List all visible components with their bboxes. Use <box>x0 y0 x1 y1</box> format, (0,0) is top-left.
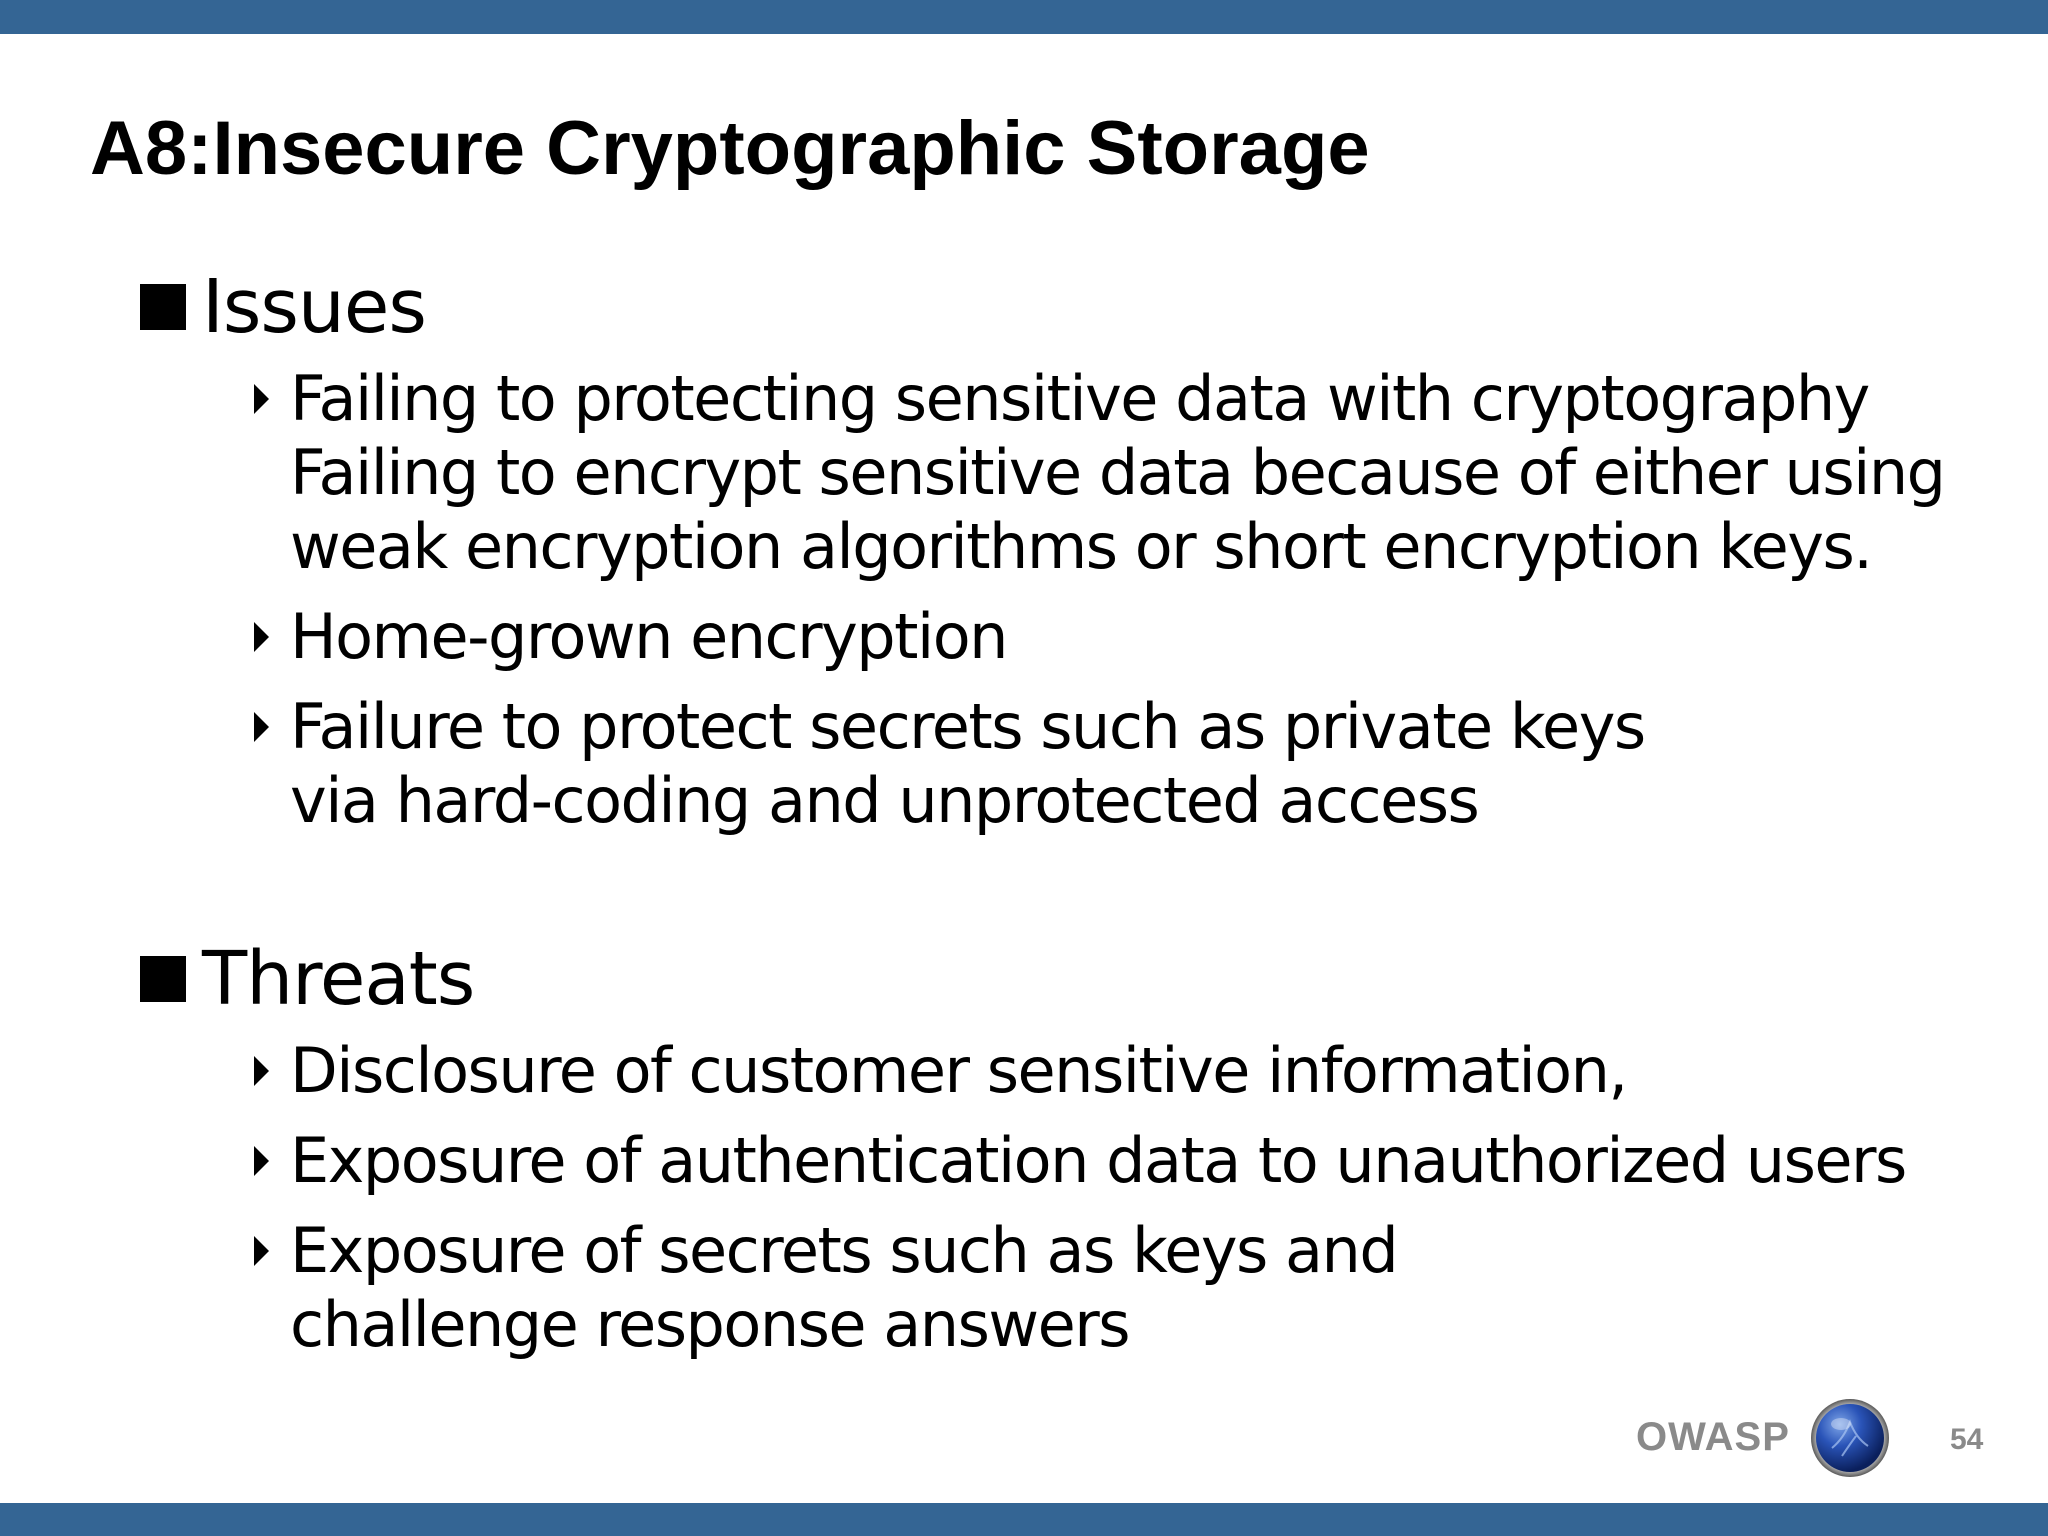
section-label: Issues <box>202 264 426 350</box>
list-item-text: Failure to protect secrets such as private keys via hard-coding and unprotected access <box>290 690 1645 837</box>
list-item <box>140 1124 2000 1198</box>
section-issues <box>140 262 2000 854</box>
list-item <box>140 362 2000 584</box>
triangle-bullet-icon <box>254 1236 269 1266</box>
square-bullet-icon <box>140 284 186 330</box>
list-item-text: Exposure of secrets such as keys and challenge response answers <box>290 1214 1398 1361</box>
triangle-bullet-icon <box>254 712 269 742</box>
square-bullet-icon <box>140 956 186 1002</box>
triangle-bullet-icon <box>254 384 269 414</box>
section-label: Threats <box>202 936 475 1022</box>
triangle-bullet-icon <box>254 622 269 652</box>
list-item <box>140 690 2000 838</box>
section-threats <box>140 934 2000 1378</box>
list-item-text: Home-grown encryption <box>290 600 1007 673</box>
section-heading <box>140 934 2000 1024</box>
page-number: 54 <box>1950 1423 1984 1456</box>
list-item-text: Exposure of authentication data to unauthorized users <box>290 1124 1906 1197</box>
triangle-bullet-icon <box>254 1056 269 1086</box>
owasp-brand-text: OWASP <box>1636 1415 1790 1459</box>
bullet-list <box>140 362 2000 838</box>
slide-title: A8:Insecure Cryptographic Storage <box>90 106 1370 191</box>
owasp-globe-icon <box>1810 1398 1890 1478</box>
list-item-text: Failing to protecting sensitive data with cryptography Failing to encrypt sensitive data because of either using weak encryption algorithms or short encryption keys. <box>290 362 1945 583</box>
bottom-bar <box>0 1503 2048 1536</box>
triangle-bullet-icon <box>254 1146 269 1176</box>
section-heading <box>140 262 2000 352</box>
bullet-list <box>140 1034 2000 1362</box>
list-item <box>140 1034 2000 1108</box>
list-item-text: Disclosure of customer sensitive information, <box>290 1034 1627 1107</box>
list-item <box>140 600 2000 674</box>
list-item <box>140 1214 2000 1362</box>
top-bar <box>0 0 2048 34</box>
